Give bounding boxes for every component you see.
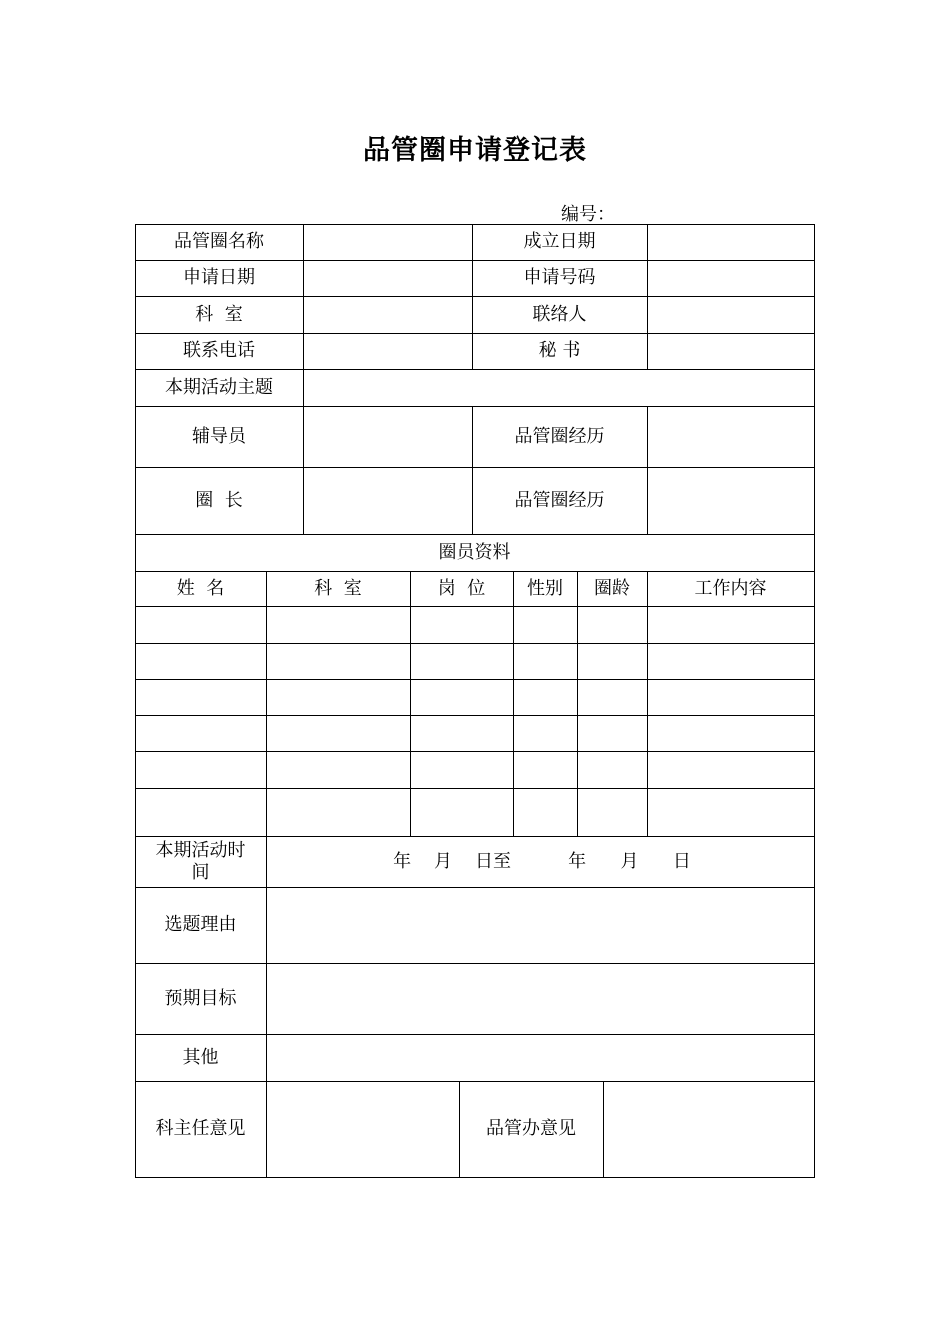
members-section-title: 圈员资料 [438,541,511,563]
table-rule [135,788,815,789]
table-rule [513,571,514,836]
topic-reason-field[interactable] [266,887,814,963]
qc-office-opinion-label: 品管办意见 [486,1118,576,1139]
table-rule [135,715,815,716]
table-rule [410,571,411,836]
contact-person-field[interactable] [647,296,814,333]
leader-experience-field[interactable] [647,467,814,534]
circle-name-label: 品管圈名称 [174,231,264,252]
apply-number-field[interactable] [647,260,814,296]
column-header-position: 岗 位 [437,577,486,599]
activity-theme-field[interactable] [303,369,814,406]
table-rule [135,643,815,644]
tutor-experience-label: 品管圈经历 [514,425,605,447]
table-rule [135,751,815,752]
secretary-field[interactable] [647,333,814,369]
secretary-label: 秘 书 [538,340,581,361]
column-header-work-content: 工作内容 [694,577,767,599]
table-rule [135,1177,815,1178]
column-header-gender: 性别 [527,577,563,599]
department-label: 科 室 [195,303,243,325]
other-label: 其他 [182,1046,219,1068]
column-header-name: 姓 名 [176,577,225,599]
table-rule [577,571,578,836]
activity-theme-label: 本期活动主题 [165,376,273,398]
apply-number-label: 申请号码 [523,267,596,288]
table-rule [647,571,648,836]
column-header-department: 科 室 [314,577,362,599]
circle-name-field[interactable] [303,224,472,260]
topic-reason-label: 选题理由 [164,914,237,935]
column-header-circle-age: 圈龄 [594,577,630,599]
apply-date-field[interactable] [303,260,472,296]
qc-office-opinion-field[interactable] [603,1081,814,1177]
table-rule [814,224,815,1177]
serial-number-label: 编号： [561,204,615,225]
activity-time-label: 本期活动时 间 [155,839,246,883]
tutor-field[interactable] [303,406,472,467]
other-field[interactable] [266,1034,814,1081]
expected-goal-label: 预期目标 [164,987,237,1009]
form-title: 品管圈申请登记表 [363,135,587,166]
table-rule [135,679,815,680]
director-opinion-label: 科主任意见 [155,1118,246,1139]
table-rule [135,606,815,607]
contact-person-label: 联络人 [532,303,587,325]
tutor-label: 辅导员 [192,425,246,447]
department-field[interactable] [303,296,472,333]
leader-experience-label: 品管圈经历 [514,489,605,511]
director-opinion-field[interactable] [266,1081,459,1177]
established-date-field[interactable] [647,224,814,260]
established-date-label: 成立日期 [523,231,596,252]
contact-phone-label: 联系电话 [183,340,255,361]
expected-goal-field[interactable] [266,963,814,1034]
leader-label: 圈 长 [195,489,243,511]
apply-date-label: 申请日期 [183,267,255,288]
tutor-experience-field[interactable] [647,406,814,467]
contact-phone-field[interactable] [303,333,472,369]
leader-field[interactable] [303,467,472,534]
activity-time-field[interactable]: 年 月 日至 年 月 日 [393,850,691,872]
